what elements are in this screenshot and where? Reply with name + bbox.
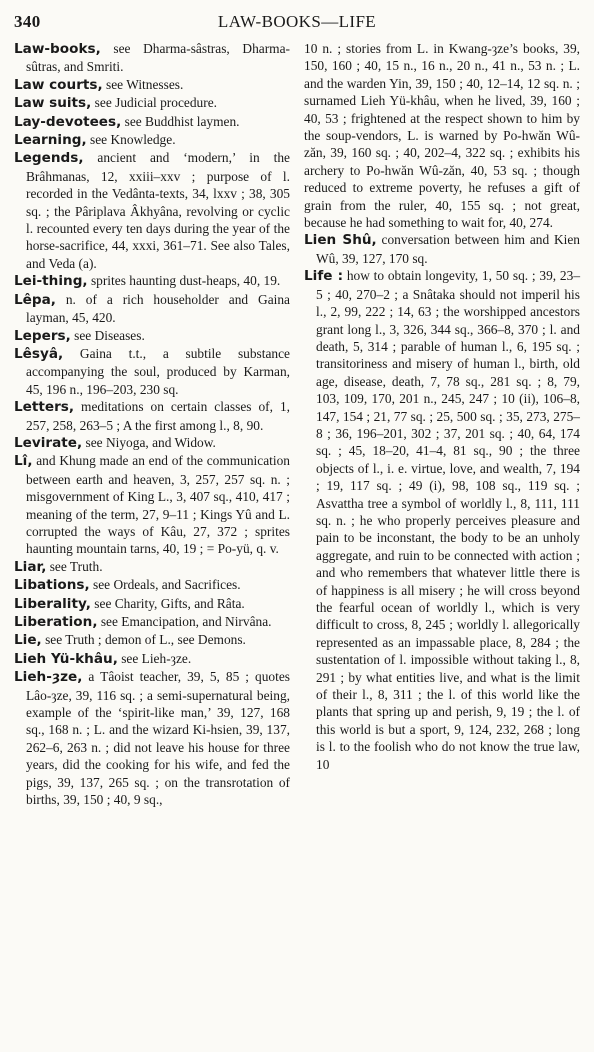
entry-headword: Life : — [304, 268, 344, 285]
index-entry — [14, 272, 290, 290]
running-head — [14, 10, 580, 40]
page-number: 340 — [14, 12, 41, 31]
entry-text: how to obtain longevity, 1, 50 sq. ; 39, 23–5 ; 40, 270–2 ; a Snâtaka should not imperil his l., 2, 99, 222 ; 14, 63 ; the worshipped ancestors grant long l., 3, 326, 344 sq., 366–8, 370 ; l. and death, 5, 314 ; parable of human l., 6, 195 sq. ; transitoriness and misery of human l., birth, old age, disease, death, 7, 78 sq., 281 sq. ; 8, 79, 103, 109, 170, 201 n., 245, 247 ; 10 (ii), 106–8, 147, 154 ; 21, 77 sq. ; 25, 500 sq. ; 35, 273, 275–8 ; 36, 196–201, 302 ; 37, 201 sq. ; 40, 64, 174 sq. ; 45, 18–20, 41–4, 81 sq., 90 ; the three objects of l., i. e. virtue, love, and wealth, 7, 194 ; 19, 117 sq. ; 49 (i), 98, 108 sq., 119 sq. ; Asvattha tree a symbol of worldly l., 8, 111, 111 sq. n. ; he who properly perceives pleasure and pain to be inconstant, the body to be an unholy aggregate, and ruin to be connected with action ; and who remembers that whatever little there is of happiness is all misery ; he will cross beyond the fearful ocean of worldly l., which is very difficult to cross, 8, 245 ; worldly l. allegorically represented as an impassable place, 8, 284 ; the sustentation of l. impossible without taking l., 8, 291 ; by what entities live, and what is the limit of their l., 8, 311 ; the l. of this world like the plants that spring up and perish, 9, 19 ; the l. of this world is but a sport, 9, 124, 232, 268 ; long is l. to the foolish who do not know the true law, 10 — [316, 268, 581, 772]
index-columns — [14, 40, 580, 808]
entry-text: see Emancipation, and Nirvâna. — [97, 614, 272, 629]
index-entry — [14, 131, 290, 149]
index-entry — [304, 267, 580, 773]
entry-headword: Lepers, — [14, 327, 71, 344]
entry-headword: Lei-thing, — [14, 273, 88, 290]
entry-headword: Law courts, — [14, 76, 103, 93]
entry-text: see Charity, Gifts, and Râta. — [90, 595, 245, 611]
index-entry — [14, 40, 290, 76]
entry-text: see Dharma-sâstras, Dharma-sûtras, and Smriti. — [26, 41, 290, 75]
header-title: LAW-BOOKS—LIFE — [217, 12, 377, 31]
entry-text: see Lieh-ȝze. — [117, 650, 192, 666]
index-entry — [14, 327, 290, 345]
entry-text: see Truth. — [46, 558, 103, 574]
entry-text: see Witnesses. — [102, 76, 184, 92]
entry-headword: Levirate, — [14, 434, 83, 451]
entry-text: sprites haunting dust-heaps, 40, 19. — [87, 273, 281, 289]
entry-text: see Niyoga, and Widow. — [82, 434, 216, 450]
entry-headword: Lien Shû, — [304, 232, 377, 249]
entry-headword: Legends, — [14, 150, 84, 167]
index-entry — [14, 452, 290, 557]
entry-text: see Truth ; demon of L., see Demons. — [41, 632, 246, 648]
entry-text: ancient and ‘modern,’ in the Brâhmanas, 12, xxiii–xxv ; purpose of l. recorded in the Vedânta-texts, 34, lxxv ; 38, 305 sq. ; the Pâriplava Âkhyâna, revolving or cyclic l. recounted every ten days during the year of the horse-sacrifice, 44, xxxi, 361–71. See also Tales, and Veda (a). — [26, 150, 290, 271]
index-entry — [14, 94, 290, 112]
index-entry — [14, 595, 290, 613]
entry-text: see Buddhist laymen. — [121, 113, 240, 129]
index-entry — [14, 113, 290, 131]
entry-text: see Ordeals, and Sacrifices. — [89, 577, 241, 593]
right-column — [304, 40, 580, 808]
entry-headword: Lieh-ȝze, — [14, 669, 83, 686]
entry-headword: Lieh Yü-khâu, — [14, 650, 118, 667]
index-entry — [304, 231, 580, 267]
entry-text: meditations on certain classes of, 1, 257, 258, 263–5 ; A the first among l., 8, 90. — [26, 399, 290, 433]
entry-text: see Knowledge. — [86, 132, 176, 148]
index-entry — [14, 558, 290, 576]
entry-headword: Learning, — [14, 132, 87, 149]
entry-headword: Lay-devotees, — [14, 113, 122, 130]
entry-text: a Tâoist teacher, 39, 5, 85 ; quotes Lâo-ȝze, 39, 116 sq. ; a semi-supernatural being, example of the ‘spirit-like man,’ 39, 127, 168 sq., 168 n. ; L. and the wizard Ki-hsien, 39, 137, 262–6, 263 n. ; did not leave his house for three years, did the cooking for his wife, and fed the pigs, 39, 137, 265 sq. ; on the transrotation of births, 39, 150 ; 40, 9 sq., — [26, 669, 290, 808]
index-entry — [14, 576, 290, 594]
entry-headword: Liar, — [14, 558, 47, 575]
entry-headword: Lie, — [14, 632, 42, 649]
entry-headword: Liberation, — [14, 614, 98, 630]
entry-text: 10 n. ; stories from L. in Kwang-ȝze’s books, 39, 150, 160 ; 40, 15 n., 16 n., 20 n., 41 n., 53 n. ; L. and the warden Yin, 39, 150 ; 40, 12–14, 12 sq. n. ; surnamed Lieh Yü-khâu, when he lived, 39, 160 ; 40, 53 ; frightened at the respect shown to him by the soup-vendors, L. is warned by Po-hwăn Wû-zăn, 39, 160 sq. ; 40, 202–4, 322 sq. ; exhibits his archery to Po-hwăn Wû-zăn, 40, 53 sq. ; though reduced to extreme poverty, he refuses a gift of grain from the ruler, 40, 155 sq. ; not great, because he had something to wait for, 40, 274. — [304, 41, 580, 231]
entry-text: Gaina t.t., a subtile substance accompanying the soul, produced by Karman, 45, 196 n., 196–203, 230 sq. — [26, 345, 290, 397]
entry-headword: Libations, — [14, 577, 90, 594]
entry-headword: Law-books, — [14, 41, 101, 57]
index-entry — [14, 613, 290, 631]
index-entry — [14, 650, 290, 668]
index-entry — [14, 398, 290, 434]
entry-text: see Diseases. — [70, 327, 145, 343]
entry-headword: Liberality, — [14, 595, 91, 612]
entry-headword: Lêsyâ, — [14, 345, 64, 362]
left-column — [14, 40, 290, 808]
entry-headword: Lî, — [14, 453, 33, 470]
entry-text: and Khung made an end of the communication between earth and heaven, 3, 257, 257 sq. n. ; misgovernment of King L., 3, 407 sq., 410, 417 ; meaning of the term, 27, 9–11 ; Kings Yû and L. corrupted the ways of Kâu, 27, 372 ; sprites haunting mountain tarns, 40, 19 ; = Po-yü, q. v. — [26, 453, 290, 557]
index-entry — [14, 668, 290, 808]
entry-headword: Lêpa, — [14, 291, 56, 308]
entry-headword: Letters, — [14, 399, 75, 416]
index-entry — [14, 434, 290, 452]
index-entry — [14, 76, 290, 94]
index-entry — [14, 631, 290, 649]
index-entry — [14, 291, 290, 327]
index-entry — [14, 345, 290, 398]
index-entry — [304, 40, 580, 231]
index-entry — [14, 149, 290, 272]
entry-text: conversation between him and Kien Wû, 39, 127, 170 sq. — [316, 232, 581, 266]
entry-text: see Judicial procedure. — [91, 95, 217, 111]
entry-headword: Law suits, — [14, 95, 92, 112]
entry-text: n. of a rich householder and Gaina layman, 45, 420. — [26, 291, 290, 326]
